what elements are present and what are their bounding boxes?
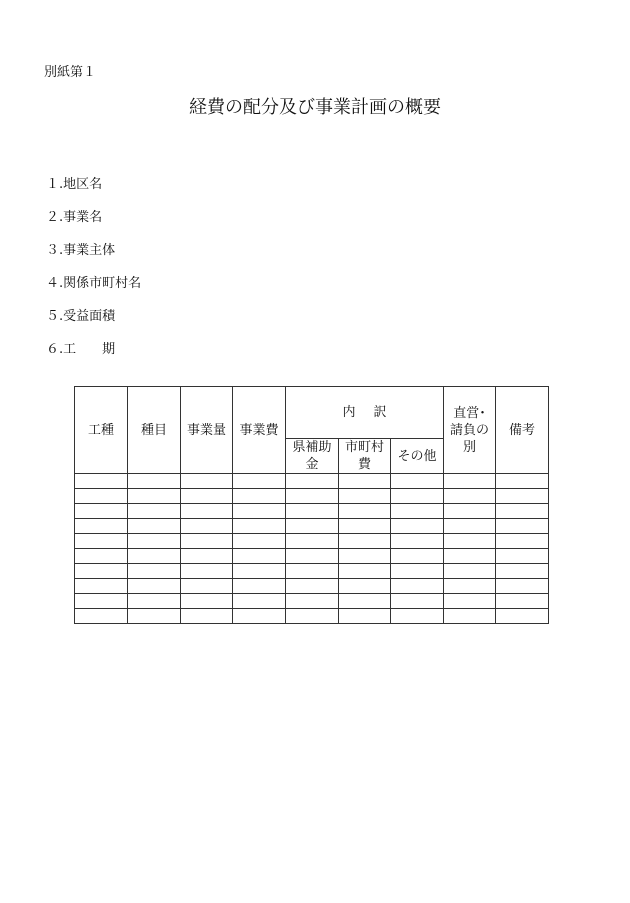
header-prefecture-line1: 県補助 (292, 440, 332, 455)
header-cost: 事業費 (233, 387, 286, 474)
table-cell (391, 489, 444, 504)
table-cell (75, 609, 128, 624)
table-cell (444, 519, 496, 534)
table-cell (496, 474, 549, 489)
table-row (75, 579, 549, 594)
table-cell (128, 489, 181, 504)
table-cell (496, 549, 549, 564)
table-cell (75, 474, 128, 489)
table-cell (391, 594, 444, 609)
table-cell (444, 549, 496, 564)
table-cell (339, 474, 391, 489)
table-body (75, 474, 549, 624)
table-cell (339, 519, 391, 534)
item-construction-period (46, 341, 141, 374)
table-cell (444, 474, 496, 489)
table-cell (75, 549, 128, 564)
item-number: ２. (46, 210, 64, 225)
table-cell (496, 489, 549, 504)
item-label-part-a: 工 (63, 342, 77, 357)
table-cell (75, 564, 128, 579)
item-label-part-b: 期 (102, 342, 116, 357)
header-breakdown-part-a: 内 (342, 405, 356, 420)
header-breakdown-part-b: 訳 (373, 405, 387, 420)
table-cell (496, 519, 549, 534)
table-cell (391, 549, 444, 564)
header-direct-line3: 別 (463, 439, 477, 455)
budget-table (74, 386, 549, 624)
item-list (46, 176, 141, 374)
table-cell (496, 609, 549, 624)
table-cell (128, 519, 181, 534)
table-row (75, 564, 549, 579)
table-cell (286, 564, 339, 579)
table-cell (181, 519, 233, 534)
header-municipal-cost (339, 439, 391, 474)
table-cell (128, 504, 181, 519)
table-cell (339, 504, 391, 519)
table-cell (339, 594, 391, 609)
table-cell (286, 504, 339, 519)
table-cell (286, 549, 339, 564)
table-cell (444, 594, 496, 609)
header-breakdown (286, 387, 444, 439)
table-cell (496, 594, 549, 609)
item-number: ５. (46, 309, 64, 324)
table-cell (339, 564, 391, 579)
header-item: 種目 (128, 387, 181, 474)
table-cell (181, 534, 233, 549)
table-cell (233, 564, 286, 579)
table-cell (128, 564, 181, 579)
item-municipalities (46, 275, 141, 308)
item-number: ４. (46, 276, 64, 291)
table-row (75, 474, 549, 489)
table-cell (339, 609, 391, 624)
table-cell (233, 594, 286, 609)
table-cell (128, 474, 181, 489)
table-cell (286, 579, 339, 594)
table-cell (75, 534, 128, 549)
table-cell (496, 564, 549, 579)
table-cell (233, 489, 286, 504)
table-row (75, 534, 549, 549)
item-project-name (46, 209, 141, 242)
annex-label: 別紙第１ (44, 65, 97, 80)
header-direct-or-contract (444, 387, 496, 474)
item-label: 受益面積 (63, 309, 116, 324)
table-cell (339, 489, 391, 504)
header-prefecture-line2: 金 (305, 457, 319, 472)
table-cell (181, 474, 233, 489)
document-title: 経費の配分及び事業計画の概要 (189, 97, 441, 118)
table-cell (496, 579, 549, 594)
table-row (75, 609, 549, 624)
header-prefecture-subsidy (286, 439, 339, 474)
table-cell (181, 609, 233, 624)
table-cell (391, 474, 444, 489)
header-municipal-line2: 費 (357, 457, 371, 472)
table-cell (339, 579, 391, 594)
table-cell (286, 519, 339, 534)
table-cell (391, 579, 444, 594)
table-cell (444, 489, 496, 504)
table-cell (233, 534, 286, 549)
table-cell (128, 579, 181, 594)
table-cell (181, 549, 233, 564)
item-number: １. (46, 177, 64, 192)
table-cell (496, 534, 549, 549)
table-cell (233, 579, 286, 594)
table-cell (339, 549, 391, 564)
table-cell (286, 594, 339, 609)
item-label: 事業主体 (63, 243, 116, 258)
table-cell (181, 504, 233, 519)
header-other: その他 (391, 439, 444, 474)
table-cell (181, 489, 233, 504)
table-cell (444, 609, 496, 624)
table-cell (444, 534, 496, 549)
item-project-entity (46, 242, 141, 275)
item-label: 関係市町村名 (63, 276, 142, 291)
table-cell (75, 519, 128, 534)
item-number: ３. (46, 243, 64, 258)
table-cell (128, 534, 181, 549)
table-cell (286, 609, 339, 624)
table-cell (391, 534, 444, 549)
item-number: ６. (46, 342, 64, 357)
table-cell (181, 594, 233, 609)
table-cell (233, 519, 286, 534)
table-cell (286, 489, 339, 504)
table-cell (339, 534, 391, 549)
table-cell (75, 579, 128, 594)
item-label: 地区名 (63, 177, 103, 192)
table-cell (181, 579, 233, 594)
item-district (46, 176, 141, 209)
table-cell (391, 519, 444, 534)
header-direct-line1: 直営･ (453, 405, 486, 421)
table-cell (233, 474, 286, 489)
table-cell (233, 504, 286, 519)
table-cell (286, 534, 339, 549)
table-cell (75, 594, 128, 609)
table-cell (286, 474, 339, 489)
table-cell (181, 564, 233, 579)
table-cell (391, 609, 444, 624)
table-cell (128, 549, 181, 564)
table-cell (496, 504, 549, 519)
table-row (75, 519, 549, 534)
item-benefit-area (46, 308, 141, 341)
table-cell (128, 609, 181, 624)
header-remarks: 備考 (496, 387, 549, 474)
item-label: 事業名 (63, 210, 103, 225)
table-cell (391, 504, 444, 519)
table-cell (128, 594, 181, 609)
table-cell (75, 504, 128, 519)
header-municipal-line1: 市町村 (344, 440, 384, 455)
header-work-type: 工種 (75, 387, 128, 474)
table-cell (233, 609, 286, 624)
table-row (75, 594, 549, 609)
table-cell (444, 579, 496, 594)
table-row (75, 549, 549, 564)
table-cell (233, 549, 286, 564)
table-cell (444, 504, 496, 519)
table-cell (391, 564, 444, 579)
table-cell (444, 564, 496, 579)
table-cell (75, 489, 128, 504)
header-quantity: 事業量 (181, 387, 233, 474)
header-direct-line2: 請負の (450, 422, 490, 438)
table-row (75, 489, 549, 504)
table-row (75, 504, 549, 519)
